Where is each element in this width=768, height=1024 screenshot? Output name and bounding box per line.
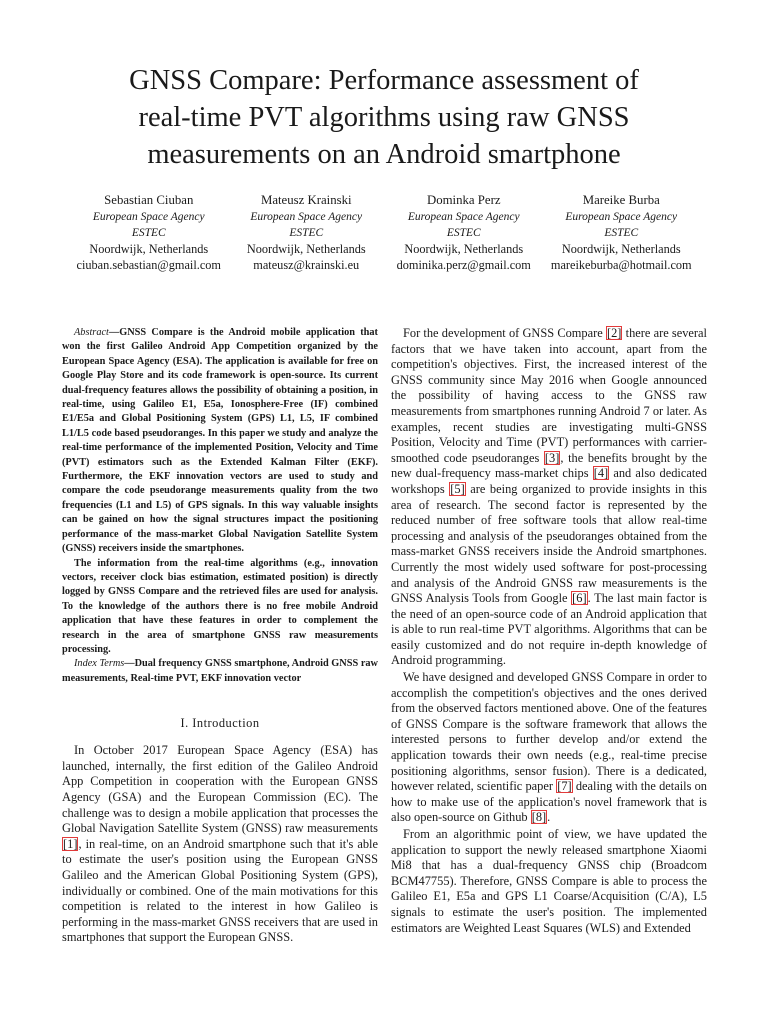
text-run: , in real-time, on an Android smartphone such that it's able to estimate the user's position using the European GNSS Galileo and the American Global Positioning System (GPS), individually or combined. One of the main motivations for this competition is related to the interest in how Galileo is performing in the mass-market GNSS receivers that are used in smartphones that support the European GNSS. [62, 836, 378, 945]
text-run: . The last main factor is the need of an open-source code of an Android application that is able to run real-time PVT algorithms. Algorithms that can be easily customized and do not require in-depth knowledge of Android programming. [391, 591, 708, 668]
citation-link[interactable]: [3] [544, 450, 560, 465]
citation-link[interactable]: [5] [450, 481, 465, 496]
author-location: Noordwijk, Netherlands [561, 242, 681, 256]
author-block [385, 192, 543, 273]
body-paragraph [62, 743, 378, 946]
author-location: Noordwijk, Netherlands [404, 242, 524, 256]
abstract-lead: Abstract [74, 327, 109, 338]
author-affiliation: European Space Agency [407, 211, 520, 223]
author-location: Noordwijk, Netherlands [89, 242, 209, 256]
citation-link[interactable]: [2] [606, 326, 622, 340]
left-column [62, 326, 378, 946]
index-terms-lead: Index Terms [74, 658, 125, 670]
title-line: real-time PVT algorithms using raw GNSS [138, 102, 630, 133]
abstract-text: —GNSS Compare is the Android mobile application that won the first Galileo Android App Competition organized by the European Space Agency (ESA). The application is available for free on Google Play Store and its code framework is open-source. Its current dual-frequency features allows the possibility of obtaining a position, in real-time, using Galileo E1, E5a, Ionosphere-Free (IF) combined E1/E5a and Global Positioning System (GPS) L1, L5, IF combined L1/L5 code based pseudoranges. In this paper we study and analyze the real-time performance of the implemented Position, Velocity and Time (PVT) estimators such as the Extended Kalman Filter (EKF). Furthermore, the EKF innovation vectors are used to study and compare the code pseudorange measurements quality from the two frequencies (L1 and L5) of GPS signals. In this way valuable insights can be gained on how the signal structures impact the positioning performance of the mass-market Global Navigation Satellite System (GNSS) receivers inside the smartphones. [62, 327, 378, 555]
citation-link[interactable]: [8] [531, 810, 547, 825]
author-name: Dominka Perz [426, 193, 501, 207]
abstract [62, 326, 378, 686]
citation-link[interactable]: [1] [63, 836, 78, 851]
author-location: Noordwijk, Netherlands [246, 242, 366, 256]
body-paragraph [391, 670, 707, 826]
author-block [70, 192, 228, 273]
author-name: Mareike Burba [582, 193, 660, 207]
citation-link[interactable]: [7] [557, 779, 572, 794]
text-run: In October 2017 European Space Agency (ESA) has launched, internally, the first edition of the Galileo Android App Competition in cooperation with the European GNSS Agency (GSA) and the European Commission (EC). The challenge was to design a mobile application that processes the Global Navigation Satellite System (GNSS) raw measurements [62, 743, 378, 836]
paper-title [60, 62, 708, 173]
index-terms [62, 657, 378, 686]
right-column [391, 326, 707, 936]
abstract-paragraph [62, 326, 378, 557]
text-run: dealing with the details on how to make use of the application's novel framework that is also open-source on Github [391, 779, 708, 825]
author-block [543, 192, 701, 273]
author-list [70, 192, 700, 273]
author-email[interactable]: dominika.perz@gmail.com [396, 258, 531, 272]
author-email[interactable]: mareikeburba@hotmail.com [550, 258, 692, 272]
author-affiliation: European Space Agency [92, 211, 205, 223]
text-run: are being organized to provide insights in this area of research. The second factor is represented by the reduced number of free software tools that allow real-time processing and analysis of the pseudoranges obtained from the mass-market GNSS receivers inside the Android smartphones. Currently the most widely used software for post-processing and analysis of the Android GNSS raw measurements is the GNSS Analysis Tools from Google [391, 481, 707, 606]
title-line: measurements on an Android smartphone [147, 139, 621, 170]
author-email[interactable]: ciuban.sebastian@gmail.com [76, 258, 221, 272]
text-run: and also dedicated workshops [391, 466, 707, 496]
abstract-paragraph: The information from the real-time algorithms (e.g., innovation vectors, receiver clock bias estimation, estimated position) is directly logged by GNSS Compare and the retrieved files are used for analysis. To the knowledge of the authors there is no free mobile Android application that have these features in order to complement the research in the area of smartphone GNSS raw measurements processing. [62, 557, 378, 655]
author-department: ESTEC [131, 227, 166, 239]
text-run: , the benefits brought by the new dual-frequency mass-market chips [391, 450, 707, 481]
text-run: For the development of GNSS Compare [403, 326, 606, 340]
section-heading: I. Introduction [180, 716, 260, 731]
citation-link[interactable]: [6] [572, 591, 587, 606]
author-affiliation: European Space Agency [565, 211, 678, 223]
body-paragraph [391, 326, 707, 669]
text-run: . [547, 810, 551, 825]
author-name: Mateusz Krainski [260, 193, 352, 207]
author-block [228, 192, 386, 273]
body-paragraph: From an algorithmic point of view, we have updated the application to support the newly released smartphone Xiaomi Mi8 that has a dual-frequency GNSS chip (Broadcom BCM47755). Therefore, GNSS Compare is able to process the Galileo E1, E5a and GPS L1 Coarse/Acquisition (C/A), L5 signals to estimate the user's position. The implemented estimators are Weighted Least Squares (WLS) and Extended [391, 827, 707, 935]
author-department: ESTEC [289, 227, 324, 239]
index-terms-text: —Dual frequency GNSS smartphone, Android GNSS raw measurements, Real-time PVT, EKF innovation vector [62, 658, 378, 684]
citation-link[interactable]: [4] [593, 466, 609, 481]
author-name: Sebastian Ciuban [104, 193, 194, 207]
section-body [391, 326, 707, 936]
author-affiliation: European Space Agency [250, 211, 363, 223]
author-department: ESTEC [446, 227, 481, 239]
section-body [62, 743, 378, 946]
author-email[interactable]: mateusz@krainski.eu [253, 258, 360, 272]
text-run: We have designed and developed GNSS Compare in order to accomplish the competition's objectives and the ones derived from the observed factors mentioned above. One of the features of GNSS Compare is the software framework that allows the interested persons to further develop and/or extend the application towards their own needs (e.g., real-time precise positioning algorithms, sensor fusion). There is a dedicated, however related, scientific paper [391, 670, 707, 794]
author-department: ESTEC [604, 227, 639, 239]
text-run: there are several factors that we have taken into account, apart from the competition's objectives. First, the increased interest of the GNSS community since May 2016 when Google announced the possibility of having access to the GNSS raw measurements from smartphones running Android 7 or later. As examples, recent studies are investigating multi-GNSS Position, Velocity and Time (PVT) performances with carrier-smoothed code pseudoranges [391, 326, 707, 465]
title-line: GNSS Compare: Performance assessment of [129, 65, 639, 96]
